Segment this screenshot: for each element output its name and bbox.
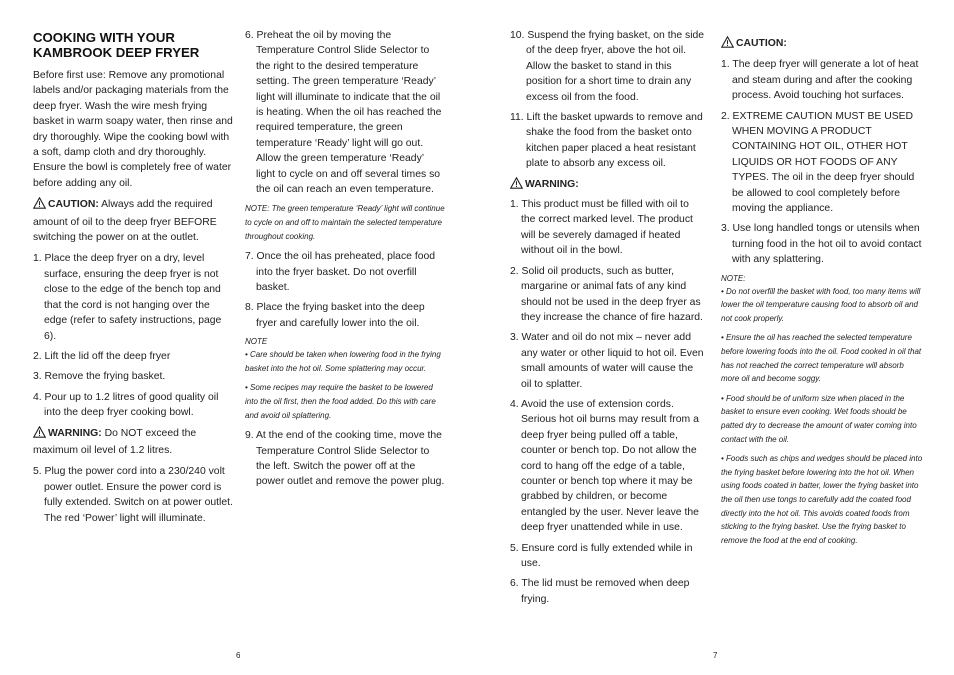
caution-label: CAUTION: <box>48 199 99 211</box>
warning-item-5: 5. Ensure cord is fully extended while in use. <box>510 542 693 569</box>
warning-text: Do NOT exceed the maximum oil level of 1.2 litres. <box>33 427 197 456</box>
note-lowering-food: • Care should be taken when lowering food in the frying basket into the hot oil. Some splattering may occur. <box>245 350 441 373</box>
right-page-column-1 <box>510 28 706 612</box>
warning-triangle-icon <box>510 177 523 194</box>
instruction-step-5: 5. Plug the power cord into a 230/240 volt power outlet. Ensure the power cord is fully extended. Switch on at power outlet. The red ‘Power’ light will illuminate. <box>33 466 233 524</box>
instruction-step-1: 1. Place the deep fryer on a dry, level surface, ensuring the deep fryer is not close to the edge of the bench top and that the cord is not hanging over the edge (refer to safety instructions, page 6). <box>33 253 222 342</box>
caution-label: CAUTION: <box>736 38 787 49</box>
instruction-step-9: 9. At the end of the cooking time, move the Temperature Control Slide Selector to the left. Switch the power off at the power outlet and remove the power plug. <box>245 430 445 488</box>
instruction-step-2: 2. Lift the lid off the deep fryer <box>33 350 171 362</box>
caution-heading <box>721 36 923 53</box>
warning-item-4: 4. Avoid the use of extension cords. Serious hot oil burns may result from a deep fryer being pulled off a table, counter or bench top. Do not allow the cord to hang off the edge of a table, counter or bench top where it may be grabbed by children, or become entangled by the user. Never leave the deep fryer unattended while in use. <box>510 398 699 534</box>
note-basket-first: • Some recipes may require the basket to be lowered into the oil first, then the food added. Do this with care and avoid oil splattering. <box>245 383 436 420</box>
note-ready-light: NOTE: The green temperature ‘Ready’ light will continue to cycle on and off to maintain the selected temperature throughout cooking. <box>245 204 445 241</box>
caution-text: Always add the required amount of oil to the deep fryer BEFORE switching the power on at the outlet. <box>33 199 217 244</box>
warning-item-3: 3. Water and oil do not mix – never add any water or other liquid to hot oil. Even small amounts of water will cause the oil to splatter. <box>510 332 704 390</box>
note-temperature: • Ensure the oil has reached the selected temperature before lowering foods into the oil. Food cooked in oil that has not reached the correct temperature will absorb more oil and become soggy. <box>721 333 922 384</box>
note-title: NOTE <box>245 337 268 347</box>
left-page-column-2 <box>245 28 445 495</box>
warning-triangle-icon <box>721 36 734 53</box>
caution-paragraph <box>33 197 233 245</box>
warning-triangle-icon <box>33 197 46 214</box>
intro-paragraph: Before first use: Remove any promotional labels and/or packaging materials from the deep fryer. Wash the wire mesh frying basket in warm soapy water, then rinse and dry thoroughly. Wipe the cooking bowl with a soft, damp cloth and dry thoroughly. Ensure the bowl is completely free of water before adding any oil. <box>33 70 233 189</box>
page-number-right: 7 <box>713 651 718 660</box>
instruction-step-10: 10. Suspend the frying basket, on the side of the deep fryer, above the hot oil. Allow the basket to stand in this position for a short time to drain any excess oil from the food. <box>510 30 705 103</box>
section-heading <box>33 30 233 60</box>
heading-line-2: KAMBROOK DEEP FRYER <box>33 45 200 60</box>
right-page-column-2 <box>721 28 923 553</box>
instruction-step-8: 8. Place the frying basket into the deep fryer and carefully lower into the oil. <box>245 302 425 329</box>
warning-paragraph <box>33 426 233 459</box>
note-overfill: • Do not overfill the basket with food, too many items will lower the oil temperature causing food to absorb oil and not cook properly. <box>721 286 921 323</box>
warning-heading <box>510 177 706 194</box>
caution-item-1: 1. The deep fryer will generate a lot of heat and steam during and after the cooking process. Avoid touching hot surfaces. <box>721 59 919 102</box>
warning-item-6: 6. The lid must be removed when deep frying. <box>510 578 690 605</box>
warning-item-1: 1. This product must be filled with oil to the correct marked level. The product will be severely damaged if heated without oil in the bowl. <box>510 199 693 257</box>
note-uniform-size: • Food should be of uniform size when placed in the basket to ensure even cooking. Wet foods should be patted dry to decrease the amount of water coming into contact with the oil. <box>721 393 917 444</box>
instruction-step-11: 11. Lift the basket upwards to remove and shake the food from the basket onto kitchen paper placed a heat resistant plate to absorb any excess oil. <box>510 112 703 170</box>
instruction-step-4: 4. Pour up to 1.2 litres of good quality oil into the deep fryer cooking bowl. <box>33 391 219 419</box>
instruction-step-7: 7. Once the oil has preheated, place food into the fryer basket. Do not overfill basket. <box>245 251 436 294</box>
caution-item-2: 2. EXTREME CAUTION MUST BE USED WHEN MOVING A PRODUCT CONTAINING HOT OIL, OTHER HOT LIQUIDS OR HOT FOODS OF ANY TYPES. The oil in the deep fryer should be allowed to cool completely before moving the appliance. <box>721 110 915 215</box>
left-page-column-1 <box>33 28 233 531</box>
warning-item-2: 2. Solid oil products, such as butter, margarine or animal fats of any kind should not be used in the deep fryer as they increase the chance of fire hazard. <box>510 265 703 323</box>
heading-line-1: COOKING WITH YOUR <box>33 30 175 45</box>
page-number-left: 6 <box>236 651 241 660</box>
instruction-step-6: 6. Preheat the oil by moving the Temperature Control Slide Selector to the right to the desired temperature setting. The green temperature ‘Ready’ light will illuminate to indicate that the oil is heating. When the oil has reached the required temperature, the green temperature ‘Ready’ light will go out. Allow the green temperature ‘Ready’ light to cycle on and off several times so the oil can reach an even temperature. <box>245 30 442 196</box>
note-batter-foods: • Foods such as chips and wedges should be placed into the frying basket before lowering into the hot oil. When using foods coated in batter, lower the frying basket into the oil then use tongs to carefully add the coated food directly into the hot oil. This avoids coated foods from sticking to the frying basket. Use the frying basket to remove the food at the end of cooking. <box>721 454 923 545</box>
warning-triangle-icon <box>33 426 46 443</box>
instruction-step-3: 3. Remove the frying basket. <box>33 371 166 383</box>
warning-label: WARNING: <box>48 427 102 439</box>
caution-item-3: 3. Use long handled tongs or utensils when turning food in the hot oil to avoid contact with any splattering. <box>721 223 922 266</box>
warning-label: WARNING: <box>525 178 579 190</box>
note-title: NOTE: <box>721 273 746 283</box>
